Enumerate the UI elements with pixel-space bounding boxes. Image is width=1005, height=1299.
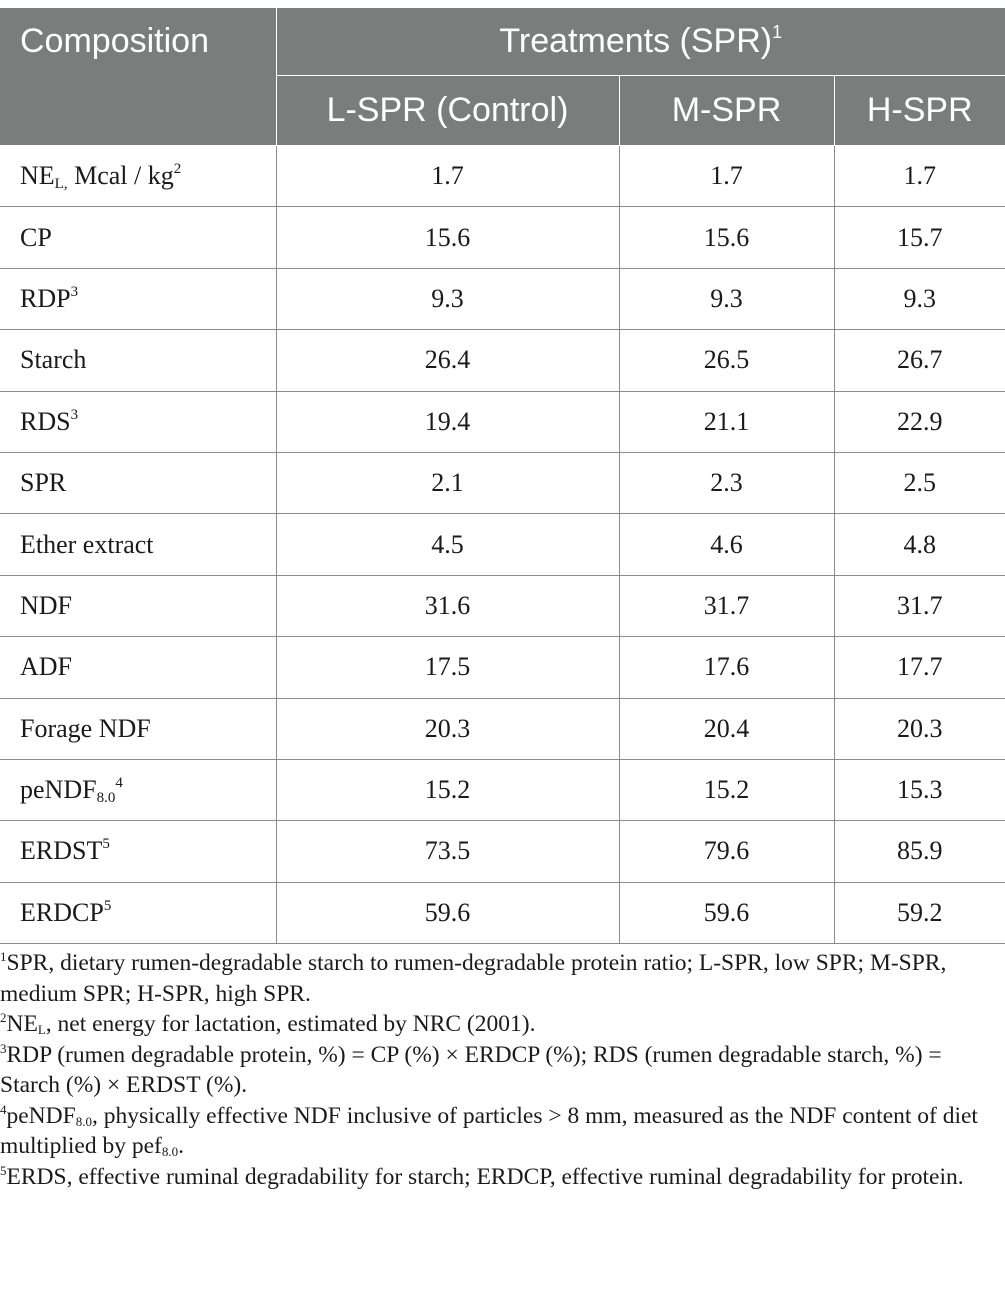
- header-treatments: Treatments (SPR)$^1$: [276, 8, 1005, 76]
- footnote-marker: 1: [772, 22, 783, 42]
- cell-value: 1.7: [276, 146, 619, 207]
- cell-value: 20.3: [834, 698, 1005, 759]
- row-label: ERDCP$^5$: [0, 882, 276, 943]
- table-row: [0, 207, 1005, 268]
- cell-value: 2.5: [834, 452, 1005, 513]
- cell-value: 9.3: [619, 268, 834, 329]
- cell-value: 26.7: [834, 330, 1005, 391]
- table-row: [0, 575, 1005, 636]
- cell-value: 19.4: [276, 391, 619, 452]
- cell-value: 17.5: [276, 637, 619, 698]
- row-label: ADF: [0, 637, 276, 698]
- cell-value: 20.3: [276, 698, 619, 759]
- footnotes: [0, 948, 1005, 1192]
- cell-value: 31.7: [619, 575, 834, 636]
- cell-value: 59.2: [834, 882, 1005, 943]
- row-label: ERDST$^5$: [0, 821, 276, 882]
- table-body: [0, 146, 1005, 944]
- row-label: CP: [0, 207, 276, 268]
- cell-value: 31.7: [834, 575, 1005, 636]
- cell-value: 31.6: [276, 575, 619, 636]
- cell-value: 15.6: [619, 207, 834, 268]
- cell-value: 4.5: [276, 514, 619, 575]
- cell-value: 59.6: [276, 882, 619, 943]
- row-label: Ether extract: [0, 514, 276, 575]
- table-row: [0, 637, 1005, 698]
- row-label: Forage NDF: [0, 698, 276, 759]
- cell-value: 4.8: [834, 514, 1005, 575]
- cell-value: 26.5: [619, 330, 834, 391]
- cell-value: 17.6: [619, 637, 834, 698]
- cell-value: 15.2: [276, 759, 619, 820]
- cell-value: 9.3: [834, 268, 1005, 329]
- table-row: [0, 821, 1005, 882]
- cell-value: 1.7: [619, 146, 834, 207]
- table-row: [0, 698, 1005, 759]
- table-row: [0, 759, 1005, 820]
- footnote-4: $^4$peNDF$_{8.0}$, physically effective NDF inclusive of particles > 8 mm, measured as the NDF content of diet multiplied by pef$_{8.0}$.: [0, 1101, 978, 1159]
- cell-value: 21.1: [619, 391, 834, 452]
- cell-value: 85.9: [834, 821, 1005, 882]
- cell-value: 15.7: [834, 207, 1005, 268]
- cell-value: 1.7: [834, 146, 1005, 207]
- cell-value: 22.9: [834, 391, 1005, 452]
- row-label: peNDF$_{8.0}^4$: [0, 759, 276, 820]
- table-row: [0, 268, 1005, 329]
- table-row: [0, 330, 1005, 391]
- cell-value: 20.4: [619, 698, 834, 759]
- cell-value: 73.5: [276, 821, 619, 882]
- header-h-spr: H-SPR: [834, 76, 1005, 146]
- row-label: RDP$^3$: [0, 268, 276, 329]
- row-label: Starch: [0, 330, 276, 391]
- cell-value: 26.4: [276, 330, 619, 391]
- row-label: $NE_{L,}$ Mcal / $kg^2$: [0, 146, 276, 207]
- row-label: RDS$^3$: [0, 391, 276, 452]
- header-composition: Composition: [0, 8, 276, 146]
- cell-value: 17.7: [834, 637, 1005, 698]
- cell-value: 15.6: [276, 207, 619, 268]
- footnote-5: $^5$ERDS, effective ruminal degradability for starch; ERDCP, effective ruminal degradability for protein.: [0, 1162, 964, 1190]
- row-label: NDF: [0, 575, 276, 636]
- cell-value: 9.3: [276, 268, 619, 329]
- cell-value: 15.3: [834, 759, 1005, 820]
- cell-value: 79.6: [619, 821, 834, 882]
- footnote-3: $^3$RDP (rumen degradable protein, %) = CP (%) × ERDCP (%); RDS (rumen degradable starch, %) = Starch (%) × ERDST (%).: [0, 1040, 942, 1098]
- table-header: [0, 8, 1005, 146]
- table-row: [0, 514, 1005, 575]
- footnote-2: $^2NE_L$, net energy for lactation, estimated by NRC (2001).: [0, 1010, 536, 1037]
- cell-value: 15.2: [619, 759, 834, 820]
- cell-value: 59.6: [619, 882, 834, 943]
- cell-value: 2.3: [619, 452, 834, 513]
- cell-value: 4.6: [619, 514, 834, 575]
- row-label: SPR: [0, 452, 276, 513]
- header-m-spr: M-SPR: [619, 76, 834, 146]
- header-l-spr: L-SPR (Control): [276, 76, 619, 146]
- table-row: [0, 146, 1005, 207]
- table-row: [0, 882, 1005, 943]
- table-row: [0, 391, 1005, 452]
- table-row: [0, 452, 1005, 513]
- cell-value: 2.1: [276, 452, 619, 513]
- footnote-1: $^1$SPR, dietary rumen-degradable starch to rumen-degradable protein ratio; L-SPR, low SPR; M-SPR, medium SPR; H-SPR, high SPR.: [0, 949, 947, 1007]
- composition-table: [0, 7, 1005, 944]
